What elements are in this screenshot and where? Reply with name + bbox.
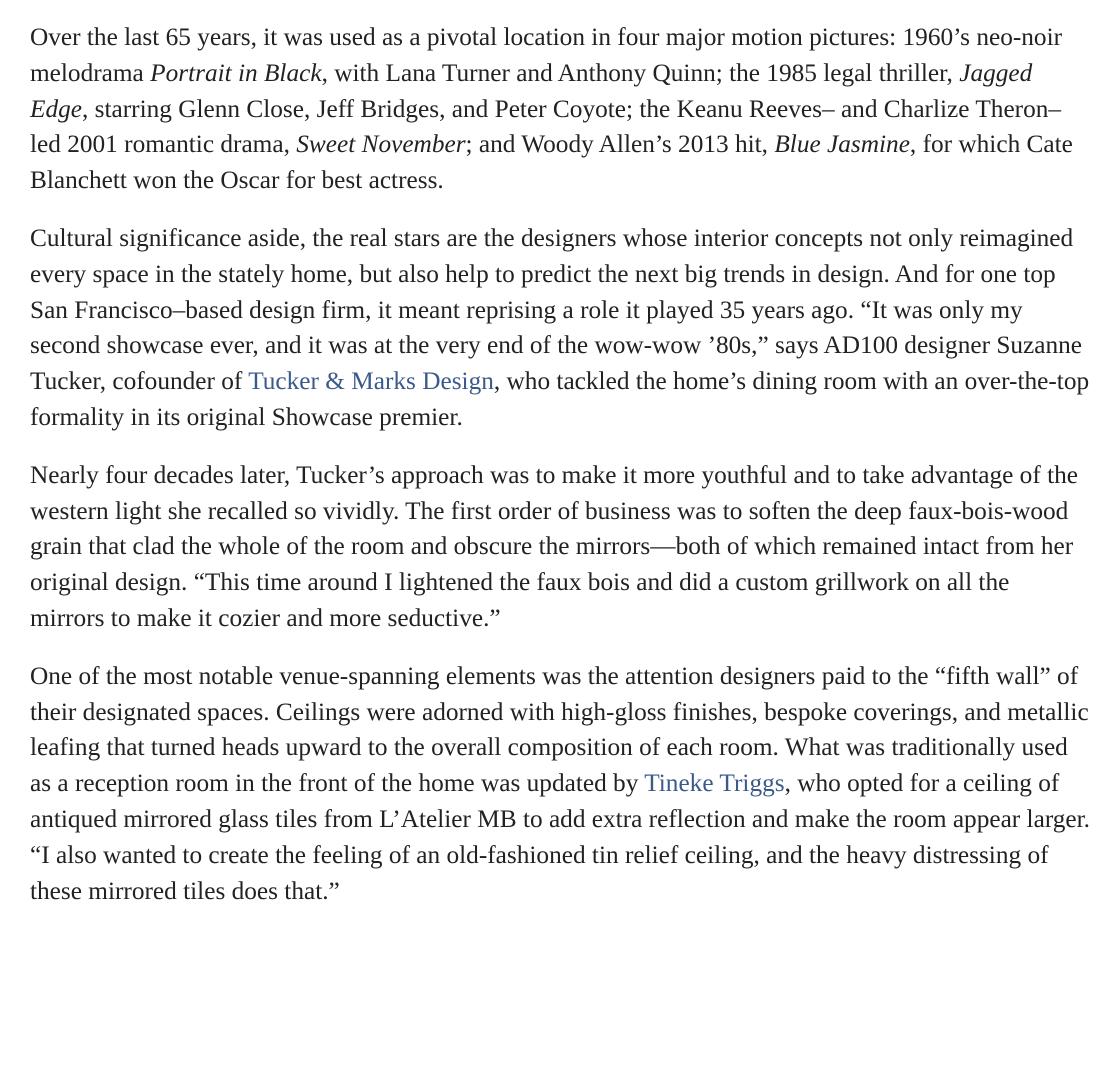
paragraph-4-text-1: One of the most notable venue-spanning elements was the attention designers paid to the “fifth wall” of their designated spaces. Ceilings were adorned with high-gloss finishes, bespoke coverings, and metallic leafing that turned heads upward to the overall composition of each room. What was traditionally used as a reception room in the front of the home was updated by [30, 661, 1089, 798]
paragraph-1-text-4: ; and Woody Allen’s 2013 hit, [465, 130, 775, 159]
film-title-blue-jasmine: Blue Jasmine [774, 130, 910, 159]
paragraph-1-text-1: Over the last 65 years, it was used as a pivotal location in four major motion pictures: 1960’s neo-noir melodrama [30, 23, 1063, 87]
paragraph-1-text-5: , for which Cate Blanchett won the Oscar for best actress. [30, 130, 1073, 195]
paragraph-2 [30, 221, 1090, 436]
paragraph-2-text-1: Cultural significance aside, the real stars are the designers whose interior concepts not only reimagined every space in the stately home, but also help to predict the next big trends in design. And for one top San Francisco–based design firm, it meant reprising a role it played 35 years ago. “It was only my second showcase ever, and it was at the very end of the wow-wow ’80s,” says AD100 designer Suzanne Tucker, cofounder of [30, 223, 1083, 396]
paragraph-1-text-2: , with Lana Turner and Anthony Quinn; the 1985 legal thriller, [321, 58, 960, 87]
link-tucker-marks-design[interactable]: Tucker & Marks Design [248, 367, 494, 396]
paragraph-4 [30, 659, 1090, 910]
paragraph-1-text-3: , starring Glenn Close, Jeff Bridges, and Peter Coyote; the Keanu Reeves– and Charlize Theron–led 2001 romantic drama, [30, 94, 1062, 159]
paragraph-1 [30, 20, 1090, 199]
link-tineke-triggs[interactable]: Tineke Triggs [644, 769, 785, 798]
paragraph-2-text-2: , who tackled the home’s dining room with an over-the-top formality in its original Showcase premier. [30, 367, 1090, 431]
film-title-portrait-in-black: Portrait in Black [150, 58, 322, 87]
paragraph-3 [30, 458, 1090, 637]
film-title-sweet-november: Sweet November [296, 130, 466, 159]
film-title-jagged-edge: Jagged Edge [30, 58, 1033, 123]
paragraph-3-text-1: Nearly four decades later, Tucker’s approach was to make it more youthful and to take advantage of the western light she recalled so vividly. The first order of business was to soften the deep faux-bois-wood grain that clad the whole of the room and obscure the mirrors—both of which remained intact from her original design. “This time around I lightened the faux bois and did a custom grillwork on all the mirrors to make it cozier and more seductive.” [30, 460, 1078, 632]
paragraph-4-text-2: , who opted for a ceiling of antiqued mirrored glass tiles from L’Atelier MB to add extra reflection and make the room appear larger. “I also wanted to create the feeling of an old-fashioned tin relief ceiling, and the heavy distressing of these mirrored tiles does that.” [30, 769, 1091, 905]
